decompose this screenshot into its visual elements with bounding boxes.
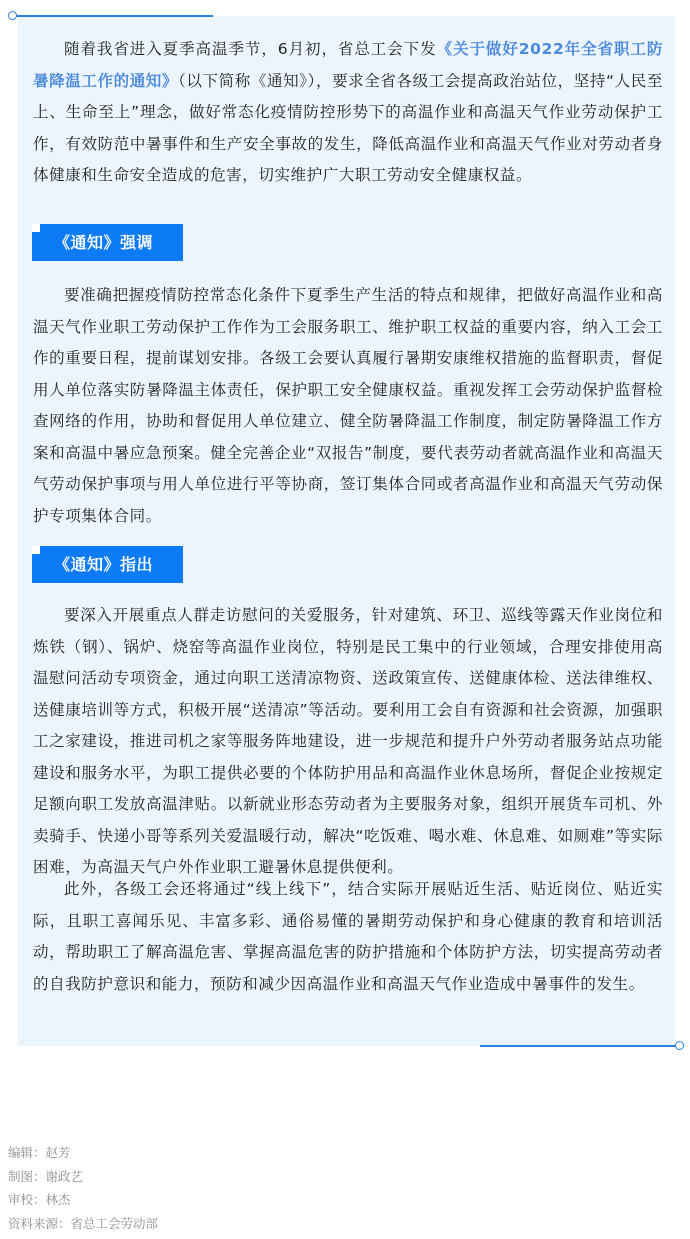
corner-square-icon (32, 546, 40, 554)
section-paragraph: 要深入开展重点人群走访慰问的关爱服务，针对建筑、环卫、巡线等露天作业岗位和炼铁（钢）、锅炉、烧窑等高温作业岗位，特别是民工集中的行业领域，合理安排使用高温慰问活动专项资金，通过向职工送清凉物资、送政策宣传、送健康体检、送法律维权、送健康培训等方式，积极开展“送清凉”等活动。要利用工会自有资源和社会资源，加强职工之家建设，推进司机之家等服务阵地建设，进一步规范和提升户外劳动者服务站点功能建设和服务水平，为职工提供必要的个体防护用品和高温作业休息场所，督促企业按规定足额向职工发放高温津贴。以新就业形态劳动者为主要服务对象，组织开展货车司机、外卖骑手、快递小哥等系列关爱温暖行动，解决“吃饭难、喝水难、休息难、如厕难”等实际困难，为高温天气户外作业职工避暑休息提供便利。 (33, 606, 664, 876)
section-heading-text: 《通知》指出 (54, 555, 154, 574)
closing-paragraph: 此外，各级工会还将通过“线上线下”，结合实际开展贴近生活、贴近岗位、贴近实际，且职工喜闻乐见、丰富多彩、通俗易懂的暑期劳动保护和身心健康的教育和培训活动，帮助职工了解高温危害、掌握高温危害的防护措施和个体防护方法，切实提高劳动者的自我防护意识和能力，预防和减少因高温作业和高温天气作业造成中暑事件的发生。 (33, 880, 663, 993)
corner-square-icon (32, 224, 40, 232)
circle-icon (675, 1041, 684, 1050)
intro-text-before: 随着我省进入夏季高温季节，6月初，省总工会下发 (64, 40, 437, 58)
credit-graphics: 制图：谢政艺 (8, 1168, 84, 1184)
credit-source: 资料来源：省总工会劳动部 (8, 1216, 159, 1232)
decorative-top-line (14, 15, 213, 17)
decorative-bottom-line (480, 1045, 676, 1047)
credits (8, 1141, 158, 1236)
notice-title-link: 《关于做好2022年全省职工防暑降温工作的通知》 (33, 40, 663, 90)
credit-reviewer: 审校：林杰 (8, 1192, 71, 1208)
intro-text-after: （以下简称《通知》），要求全省各级工会提高政治站位，坚持“人民至上、生命至上”理念，做好常态化疫情防控形势下的高温作业和高温天气作业劳动保护工作，有效防范中暑事件和生产安全事故的发生，降低高温作业和高温天气作业对劳动者身体健康和生命安全造成的危害，切实维护广大职工劳动安全健康权益。 (33, 71, 664, 184)
section-paragraph: 要准确把握疫情防控常态化条件下夏季生产生活的特点和规律，把做好高温作业和高温天气作业职工劳动保护工作作为工会服务职工、维护职工权益的重要内容，纳入工会工作的重要日程，提前谋划安排。各级工会要认真履行暑期安康维权措施的监督职责，督促用人单位落实防暑降温主体责任，保护职工安全健康权益。重视发挥工会劳动保护监督检查网络的作用，协助和督促用人单位建立、健全防暑降温工作制度，制定防暑降温工作方案和高温中暑应急预案。健全完善企业“双报告”制度，要代表劳动者就高温作业和高温天气劳动保护事项与用人单位进行平等协商，签订集体合同或者高温作业和高温天气劳动保护专项集体合同。 (33, 286, 663, 525)
intro-paragraph (33, 34, 663, 192)
section-heading-points-out (32, 546, 183, 583)
circle-icon (8, 11, 17, 20)
section-heading-text: 《通知》强调 (54, 233, 154, 252)
section-heading-emphasizes (32, 224, 183, 261)
credit-editor: 编辑：赵芳 (8, 1145, 71, 1160)
